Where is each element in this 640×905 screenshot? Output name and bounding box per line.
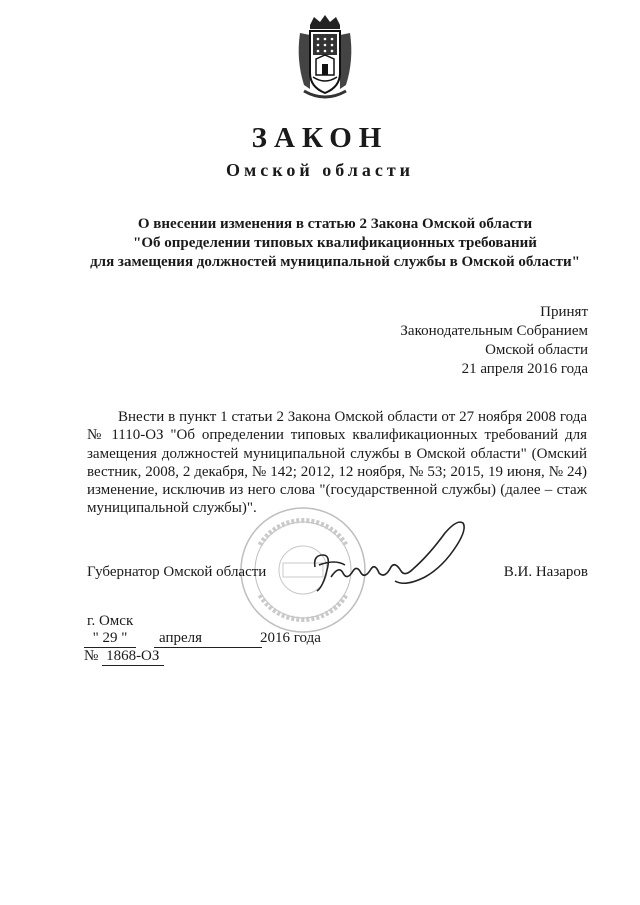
- law-heading: [70, 215, 600, 272]
- date-day: " 29 ": [84, 630, 136, 648]
- adoption-line-3: Омской области: [485, 342, 588, 358]
- adoption-date: 21 апреля 2016 года: [461, 361, 588, 377]
- adoption-block: [400, 303, 588, 379]
- heading-line-3: для замещения должностей муниципальной службы в Омской области": [90, 254, 580, 270]
- heading-line-2: "Об определении типовых квалификационных требований: [133, 235, 537, 251]
- number-value: 1868-ОЗ: [102, 648, 164, 666]
- adoption-line-1: Принят: [540, 304, 588, 320]
- date-year: 2016 года: [260, 630, 321, 646]
- adoption-line-2: Законодательным Собранием: [400, 323, 588, 339]
- handwritten-signature: [305, 515, 470, 600]
- number-prefix: №: [84, 648, 99, 664]
- law-body-paragraph: Внести в пункт 1 статьи 2 Закона Омской области от 27 ноября 2008 года № 1110-ОЗ "Об определении типовых квалификационных требований для замещения должностей муниципальной службы в Омской области" (Омский вестник, 2008, 2 декабря, № 142; 2012, 12 ноября, № 53; 2015, 19 июня, № 24) изменение, исключив из него слова "(государственной службы) (далее – стаж муниципальной службы)".: [87, 409, 587, 517]
- signing-date: [84, 630, 344, 650]
- law-number: [84, 648, 164, 666]
- governor-title: Губернатор Омской области: [87, 564, 267, 580]
- law-title: ЗАКОН: [251, 122, 389, 154]
- heading-line-1: О внесении изменения в статью 2 Закона Омской области: [137, 216, 533, 232]
- governor-name: В.И. Назаров: [503, 564, 588, 580]
- date-month: апреля: [154, 630, 262, 648]
- coat-of-arms-icon: [296, 15, 354, 101]
- city-label: г. Омск: [87, 613, 134, 629]
- law-region: Омской области: [225, 160, 415, 180]
